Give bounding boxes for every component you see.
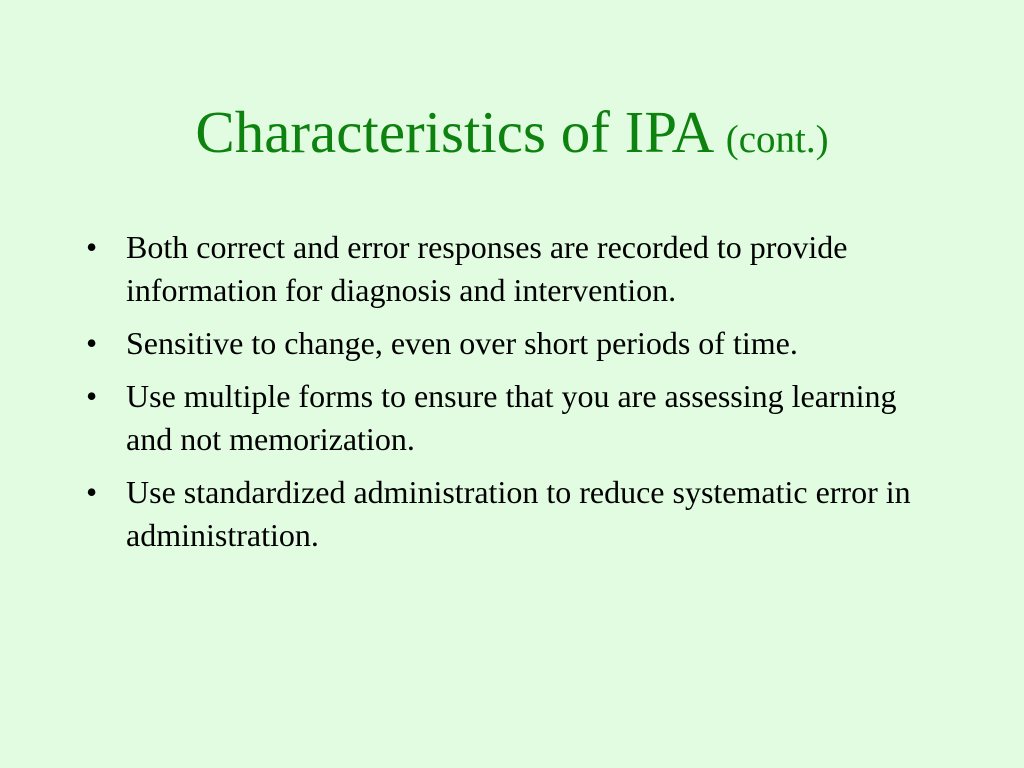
bullet-text: Use standardized administration to reduce systematic error in administration. [126,474,911,553]
bullet-text: Sensitive to change, even over short periods of time. [126,325,798,361]
bullet-dot-icon: • [86,325,98,361]
bullet-text: Both correct and error responses are recorded to provide information for diagnosis and intervention. [126,229,848,308]
slide-title-main: Characteristics of IPA [195,99,711,165]
bullet-dot-icon: • [86,474,98,510]
bullet-text: Use multiple forms to ensure that you are assessing learning and not memorization. [126,378,897,457]
bullet-item [83,226,913,312]
slide-title [0,96,1024,176]
bullet-dot-icon: • [86,229,98,265]
bullet-item [83,471,913,557]
slide-title-suffix: (cont.) [725,118,829,161]
bullet-item [83,375,913,461]
bullet-dot-icon: • [86,378,98,414]
bullet-item [83,322,913,365]
bullet-list [83,226,913,567]
